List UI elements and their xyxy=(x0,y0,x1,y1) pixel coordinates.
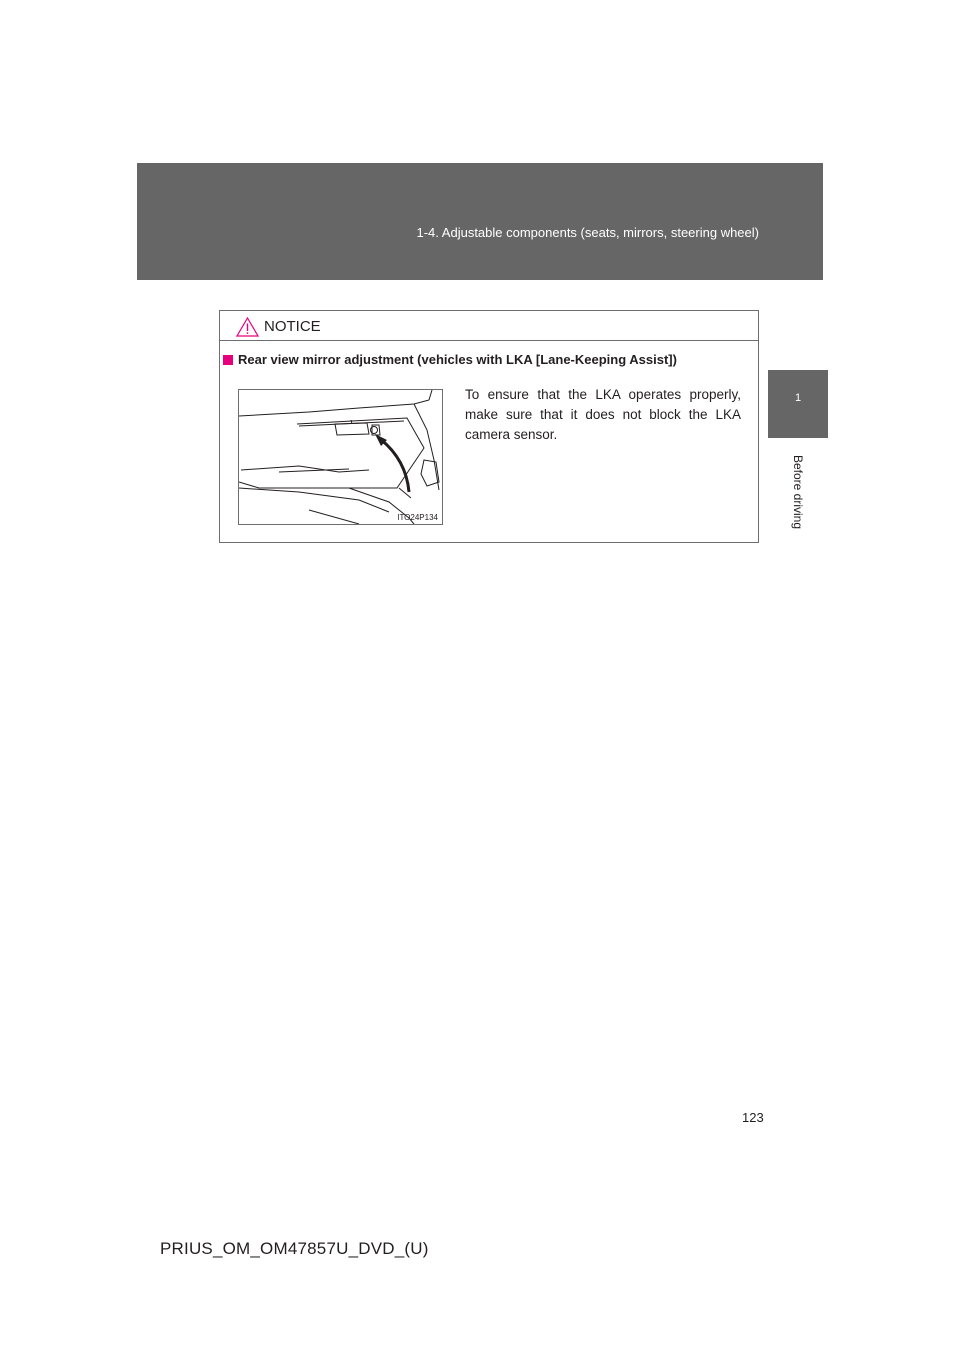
header-band xyxy=(137,163,823,280)
notice-title: NOTICE xyxy=(264,318,321,335)
windshield-illustration xyxy=(238,389,443,525)
notice-body: To ensure that the LKA operates properly, make sure that it does not block the LKA camera sensor. xyxy=(465,387,741,442)
chapter-label: Before driving xyxy=(791,454,805,530)
heading-marker-icon xyxy=(223,355,233,365)
warning-triangle-icon xyxy=(236,317,259,337)
chapter-tab xyxy=(768,370,828,438)
section-header: 1-4. Adjustable components (seats, mirrors, steering wheel) xyxy=(416,225,759,240)
notice-header xyxy=(220,311,758,341)
notice-heading-text: Rear view mirror adjustment (vehicles with LKA [Lane-Keeping Assist]) xyxy=(238,352,677,367)
windshield-drawing xyxy=(239,390,442,524)
notice-heading xyxy=(223,352,677,367)
chapter-label-wrap xyxy=(760,444,836,544)
figure-id: ITO24P134 xyxy=(397,513,438,522)
page-number: 123 xyxy=(742,1110,764,1125)
notice-box xyxy=(219,310,759,543)
document-code: PRIUS_OM_OM47857U_DVD_(U) xyxy=(160,1239,429,1258)
chapter-number: 1 xyxy=(794,392,802,404)
